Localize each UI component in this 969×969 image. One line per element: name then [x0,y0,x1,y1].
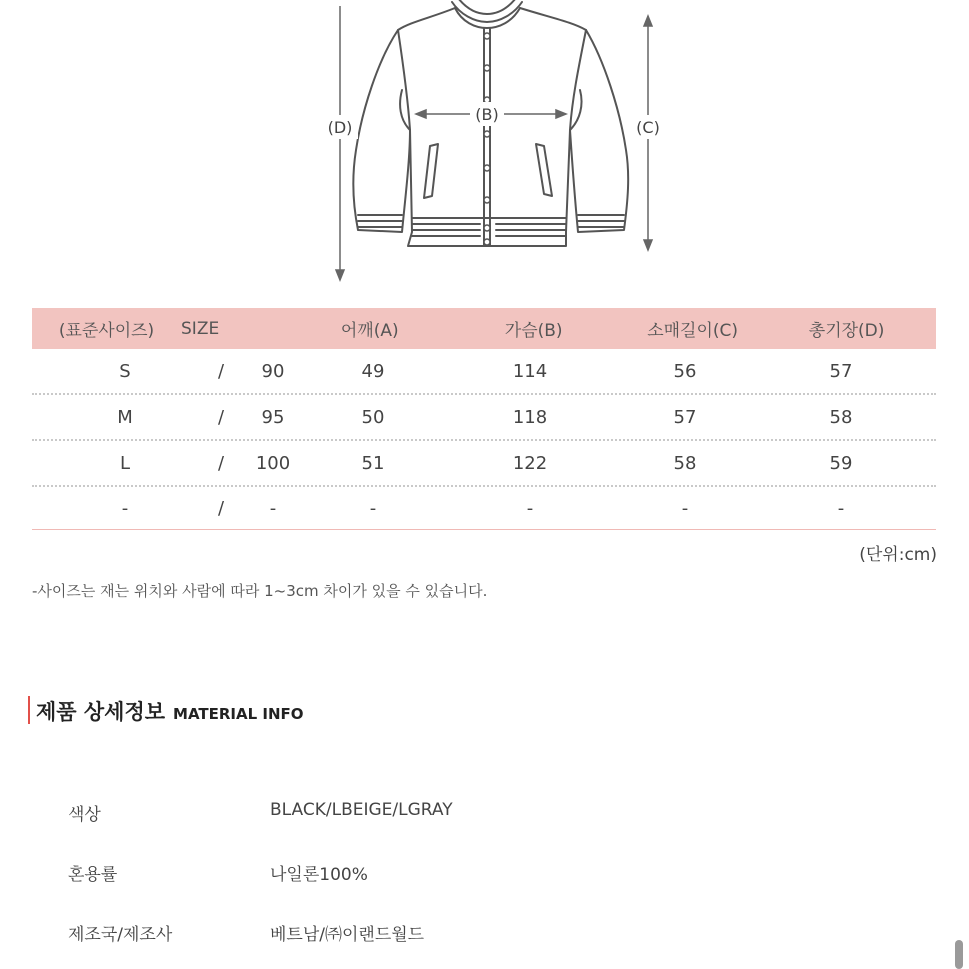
row-shoulder: 49 [361,360,385,382]
row-slash: / [218,406,225,428]
row-size: - [269,497,277,519]
unit-label: (단위:cm) [859,545,937,565]
row-shoulder: 51 [361,452,385,474]
jacket-size-diagram [0,0,969,300]
header-chest: 가슴(B) [504,321,563,341]
row-sleeve: - [681,497,689,519]
size-table [32,308,936,530]
row-size-name: M [117,406,133,428]
table-row [32,395,936,441]
row-chest: 118 [512,406,548,428]
row-shoulder: - [369,497,377,519]
row-size: 90 [261,360,285,382]
size-table-header [32,308,936,349]
row-slash: / [218,452,225,474]
scrollbar-thumb[interactable] [955,940,963,969]
row-size: 100 [255,452,291,474]
row-chest: 122 [512,452,548,474]
info-value: BLACK/LBEIGE/LGRAY [270,800,453,820]
table-row [32,441,936,487]
header-shoulder: 어깨(A) [340,321,399,341]
row-sleeve: 57 [673,406,697,428]
row-sleeve: 58 [673,452,697,474]
header-standard-size: (표준사이즈) [58,321,155,341]
section-title-ko: 제품 상세정보 [36,700,166,724]
row-slash: / [218,497,225,519]
info-key: 색상 [68,805,101,825]
header-length: 총기장(D) [808,321,885,341]
row-chest: 114 [512,360,548,382]
table-row [32,349,936,395]
row-length: - [837,497,845,519]
row-length: 58 [829,406,853,428]
row-slash: / [218,360,225,382]
info-value: 베트남/㈜이랜드월드 [270,925,425,945]
diagram-label-c: (C) [636,118,660,137]
row-size-name: S [119,360,131,382]
row-length: 57 [829,360,853,382]
info-key: 제조국/제조사 [68,925,173,945]
size-note: -사이즈는 재는 위치와 사람에 따라 1~3cm 차이가 있을 수 있습니다. [32,582,488,600]
row-shoulder: 50 [361,406,385,428]
section-title [28,696,304,724]
header-sleeve: 소매길이(C) [647,321,739,341]
table-row [32,487,936,530]
row-size: 95 [261,406,285,428]
row-length: 59 [829,452,853,474]
row-chest: - [526,497,534,519]
row-size-name: - [121,497,129,519]
section-title-en: MATERIAL INFO [173,705,304,723]
diagram-label-b: (B) [475,105,499,124]
row-sleeve: 56 [673,360,697,382]
info-value: 나일론100% [270,865,368,885]
info-key: 혼용률 [68,865,118,885]
diagram-label-d: (D) [327,118,353,137]
header-size: SIZE [181,318,220,339]
row-size-name: L [119,452,131,474]
